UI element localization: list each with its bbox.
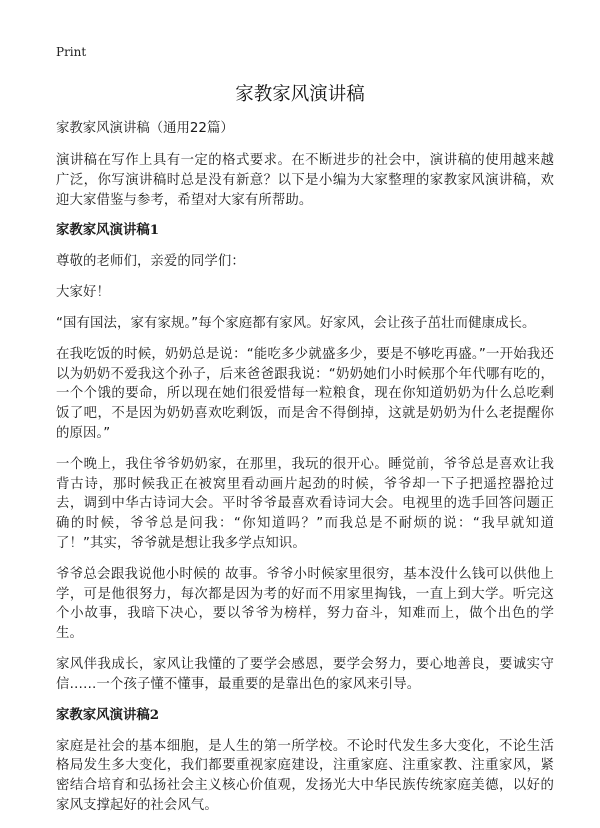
intro-paragraph: 演讲稿在写作上具有一定的格式要求。在不断进步的社会中，演讲稿的使用越来越广泛，你写演讲稿时总是没有新意？以下是小编为大家整理的家教家风演讲稿，欢迎大家借鉴与参考，希望对大家有所帮助。: [56, 153, 554, 208]
section-number: 1: [149, 222, 160, 239]
paragraph: 大家好！: [56, 285, 110, 301]
paragraph: 一个晚上，我住爷爷奶奶家，在那里，我玩的很开心。睡觉前，爷爷总是喜欢让我背古诗，那时候我正在被窝里看动画片起劲的时候，爷爷却一下子把遥控器抢过去，调到中华古诗词大会。平时爷爷最喜欢看诗词大会。电视里的选手回答问题正确的时候，爷爷总是问我：“你知道吗？”而我总是不耐烦的说：“我早就知道了！”其实，爷爷就是想让我多学点知识。: [56, 456, 554, 551]
paragraph: 在我吃饭的时候，奶奶总是说：“能吃多少就盛多少，要是不够吃再盛。”一开始我还以为奶奶不爱我这个孙子，后来爸爸跟我说：“奶奶她们小时候那个年代哪有吃的，一个个饿的要命，所以现在她们很爱惜每一粒粮食，现在你知道奶奶为什么总吃剩饭了吧，不是因为奶奶喜欢吃剩饭，而是舍不得倒掉，这就是奶奶为什么老提醒你的原因。”: [56, 346, 554, 441]
section-2-heading: [56, 706, 554, 725]
section-heading-text: 家教家风演讲稿: [56, 707, 150, 723]
document-subtitle: 家教家风演讲稿（通用22篇）: [56, 121, 234, 136]
document-body: [56, 120, 554, 827]
paragraph: 尊敬的老师们，亲爱的同学们：: [56, 254, 245, 270]
section-1-heading: [56, 221, 554, 240]
paragraph: 爷爷总会跟我说他小时候的 故事。爷爷小时候家里很穷，基本没什么钱可以供他上学，可是他很努力，每次都是因为考的好而不用家里掏钱，一直上到大学。听完这个小故事，我暗下决心，要以爷爷为榜样，努力奋斗，知难而上，做个出色的学生。: [56, 566, 554, 642]
paragraph: “国有国法，家有家规。”每个家庭都有家风。好家风，会让孩子茁壮而健康成长。: [56, 315, 536, 331]
section-number: 2: [149, 706, 160, 723]
document-title: 家教家风演讲稿: [235, 84, 365, 105]
paragraph: 家庭是社会的基本细胞，是人生的第一所学校。不论时代发生多大变化，不论生活格局发生多大变化，我们都要重视家庭建设，注重家庭、注重家教、注重家风，紧密结合培育和弘扬社会主义核心价值观，发扬光大中华民族传统家庭美德，以好的家风支撑起好的社会风气。: [56, 738, 554, 813]
section-heading-text: 家教家风演讲稿: [56, 223, 150, 239]
print-link[interactable]: Print: [56, 45, 87, 59]
paragraph: 家风伴我成长，家风让我懂的了要学会感恩，要学会努力，要心地善良，要诚实守信……一个孩子懂不懂事，最重要的是靠出色的家风来引导。: [56, 656, 554, 692]
